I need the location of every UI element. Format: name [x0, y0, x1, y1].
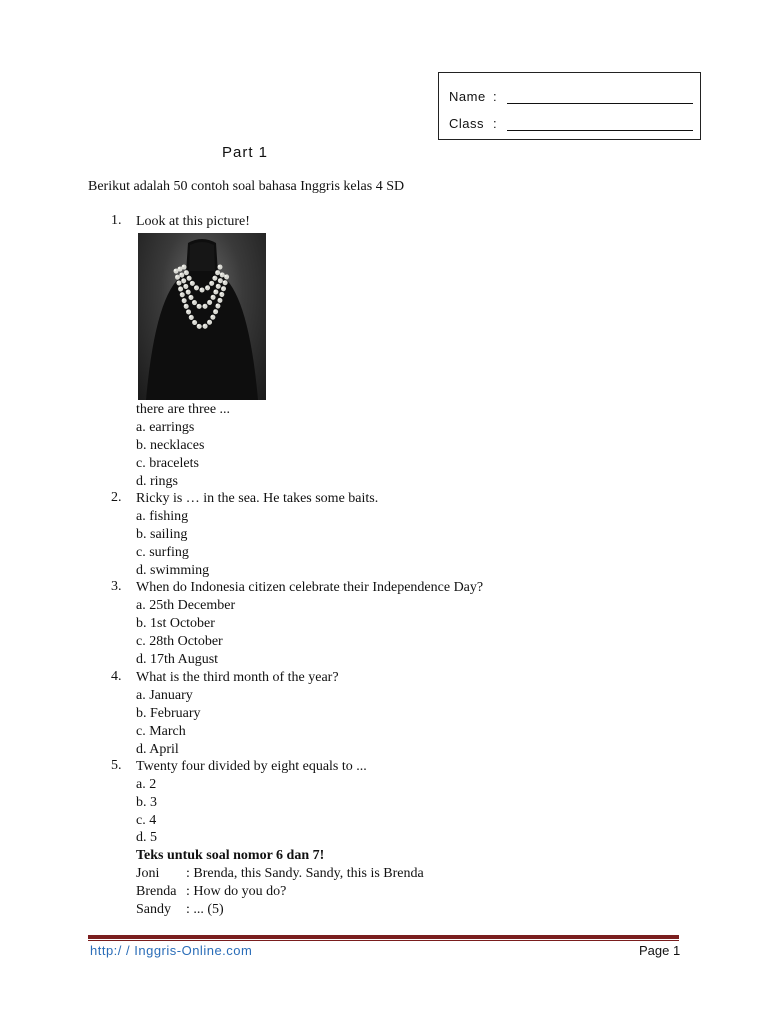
option: c. March — [136, 724, 186, 739]
option: c. 4 — [136, 813, 157, 828]
option: c. surfing — [136, 545, 189, 560]
question-number: 2. — [111, 490, 122, 505]
question-text: Ricky is … in the sea. He takes some baits. — [136, 491, 379, 506]
footer-divider — [88, 935, 679, 939]
class-label: Class — [449, 116, 485, 131]
option: b. necklaces — [136, 438, 205, 453]
footer-divider-thin — [88, 940, 679, 941]
necklace-picture — [138, 233, 266, 400]
dialog-line — [136, 883, 286, 900]
name-class-box — [438, 72, 701, 140]
option: b. February — [136, 706, 201, 721]
footer-site-link[interactable]: http:/ / Inggris-Online.com — [90, 943, 253, 958]
dialog-speaker: Joni — [136, 866, 160, 881]
option: a. 25th December — [136, 598, 236, 613]
option: b. 1st October — [136, 616, 215, 631]
class-field-line[interactable] — [507, 118, 693, 131]
dialog-speaker: Sandy — [136, 902, 171, 917]
name-colon: : — [493, 89, 497, 104]
dialog-text: : How do you do? — [186, 884, 287, 899]
option: d. 17th August — [136, 652, 219, 667]
question-text: When do Indonesia citizen celebrate their Independence Day? — [136, 580, 484, 595]
name-field-line[interactable] — [507, 91, 693, 104]
dialog-line — [136, 865, 424, 882]
dialog-line — [136, 901, 224, 918]
option: c. 28th October — [136, 634, 223, 649]
part-title: Part 1 — [222, 144, 269, 161]
dialog-heading: Teks untuk soal nomor 6 dan 7! — [136, 848, 325, 863]
class-row — [449, 115, 693, 131]
option: c. bracelets — [136, 456, 199, 471]
dialog-text: : ... (5) — [186, 902, 224, 917]
question-text: Look at this picture! — [136, 214, 250, 229]
option: d. rings — [136, 474, 178, 489]
option: a. January — [136, 688, 193, 703]
necklace-illustration — [138, 233, 266, 400]
question-number: 3. — [111, 579, 122, 594]
option: a. earrings — [136, 420, 195, 435]
question-stem: there are three ... — [136, 402, 231, 417]
question-number: 1. — [111, 213, 122, 228]
option: d. swimming — [136, 563, 210, 578]
option: b. 3 — [136, 795, 157, 810]
intro-text: Berikut adalah 50 contoh soal bahasa Inggris kelas 4 SD — [88, 179, 405, 194]
class-colon: : — [493, 116, 497, 131]
page-number: Page 1 — [639, 943, 681, 958]
question-text: What is the third month of the year? — [136, 670, 339, 685]
name-label: Name — [449, 89, 486, 104]
dialog-speaker: Brenda — [136, 884, 177, 899]
option: a. fishing — [136, 509, 189, 524]
name-row — [449, 88, 693, 104]
question-text: Twenty four divided by eight equals to ... — [136, 759, 367, 774]
option: b. sailing — [136, 527, 188, 542]
option: a. 2 — [136, 777, 157, 792]
option: d. 5 — [136, 830, 157, 845]
question-number: 5. — [111, 758, 122, 773]
option: d. April — [136, 742, 179, 757]
question-number: 4. — [111, 669, 122, 684]
dialog-text: : Brenda, this Sandy. Sandy, this is Brenda — [186, 866, 424, 881]
